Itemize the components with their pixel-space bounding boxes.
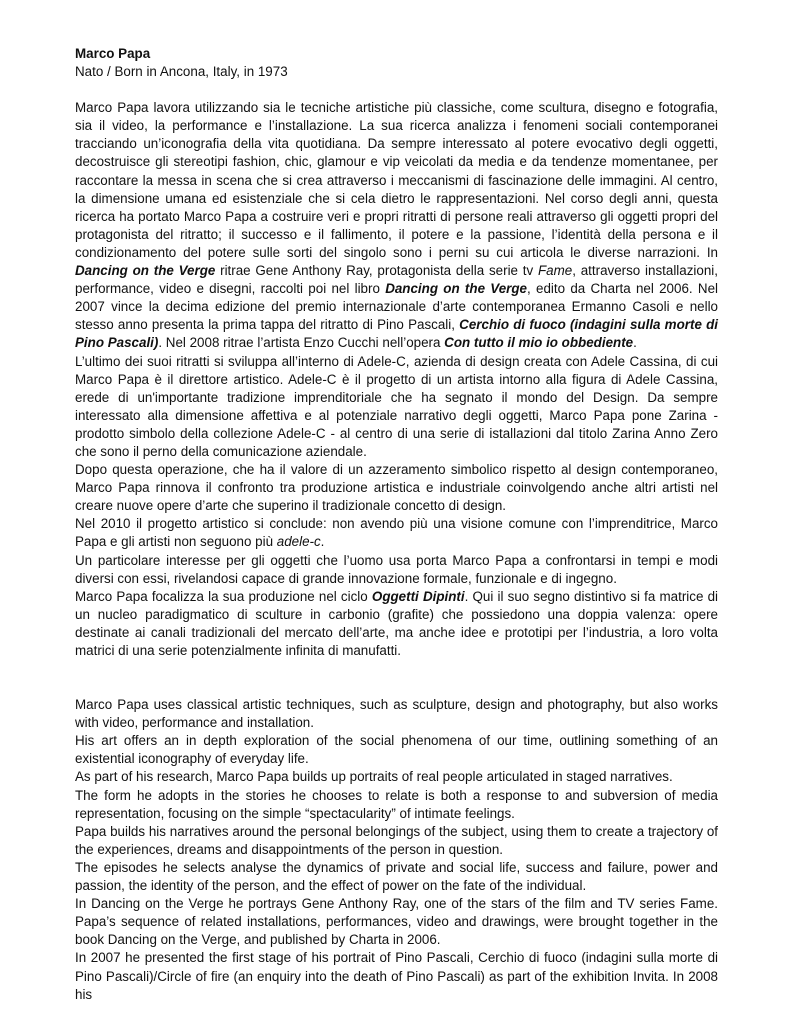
text-run: , edito da Charta nel 2006. Nel 2007 vince la decima edizione del premio internazionale d’arte contemporanea Ermanno Casoli e nello stesso anno presenta la prima tappa del ritratto di Pino Pascali, (75, 281, 718, 333)
emphasis-title: Cerchio di fuoco (indagini sulla morte di Pino Pascali) (75, 317, 718, 351)
en-paragraph-7: In Dancing on the Verge he portrays Gene Anthony Ray, one of the stars of the film and TV series Fame. Papa’s sequence of related installations, performances, video and drawings, were brought together in the book Dancing on the Verge, and published by Charta in 2006. (75, 896, 718, 948)
it-paragraph-5: Un particolare interesse per gli oggetti che l’uomo usa porta Marco Papa a confrontarsi in tempi e modi diversi con essi, rivelandosi capace di grande innovazione formale, funzionale e di ingegno. (75, 552, 718, 586)
italic-text: Fame (537, 263, 573, 279)
emphasis-title: Dancing on the Verge (75, 263, 216, 279)
text-run: , attraverso installazioni, performance, video e disegni, raccolti poi nel libro (75, 263, 718, 297)
text-run: . Nel 2008 ritrae l’artista Enzo Cucchi nell’opera (158, 335, 445, 351)
document-page (75, 45, 718, 1004)
text-run: . Qui il suo segno distintivo si fa matrice di un nucleo paradigmatico di sculture in carbonio (grafite) che possiedono una doppia valenza: opere destinate ai canali tradizionali del mercato dell’arte, ma anche idee e prototipi per l’industria, a loro volta matrici di una serie potenzialmente infinita di manufatti. (75, 588, 718, 658)
text-run: Marco Papa lavora utilizzando sia le tecniche artistiche più classiche, come scultura, disegno e fotografia, sia il video, la performance e l’installazione. La sua ricerca analizza i fenomeni sociali contemporanei tracciando un’iconografia della vita quotidiana. Da sempre interessato al potere evocativo degli oggetti, decostruisce gli stereotipi fashion, chic, glamour e vip veicolati da media e da tendenze momentanee, per raccontare la messa in scena che si crea attraverso i meccanismi di fascinazione delle immagini. Al centro, la dimensione umana ed esistenziale che si cela dietro le rappresentazioni. Nel corso degli anni, questa ricerca ha portato Marco Papa a costruire veri e propri ritratti di persone reali attraverso gli oggetti propri del protagonista del ritratto; il successo e il fallimento, il potere e la passione, l’identità della persona e il condizionamento del potere sulle sorti del singolo sono i perni su cui articola le diverse narrazioni. In (75, 100, 718, 260)
en-paragraph-5: Papa builds his narratives around the personal belongings of the subject, using them to create a trajectory of the experiences, dreams and disappointments of the person in question. (75, 823, 718, 857)
en-paragraph-1: Marco Papa uses classical artistic techniques, such as sculpture, design and photography, but also works with video, performance and installation. (75, 697, 718, 731)
text-run: Nel 2010 il progetto artistico si conclude: non avendo più una visione comune con l’imprenditrice, Marco Papa e gli artisti non seguono più (75, 516, 718, 550)
text-run: . (633, 335, 637, 351)
en-paragraph-3: As part of his research, Marco Papa builds up portraits of real people articulated in staged narratives. (75, 769, 673, 785)
en-paragraph-4: The form he adopts in the stories he chooses to relate is both a response to and subversion of media representation, focusing on the simple “spectacularity” of intimate feelings. (75, 787, 718, 821)
text-run: Marco Papa focalizza la sua produzione nel ciclo (75, 588, 372, 604)
en-paragraph-6: The episodes he selects analyse the dynamics of private and social life, success and failure, power and passion, the identity of the person, and the effect of power on the fate of the individual. (75, 859, 718, 894)
spacer (75, 660, 718, 696)
italic-text: adele-c (276, 534, 321, 550)
emphasis-title: Con tutto il mio io obbediente (444, 335, 634, 351)
it-paragraph-4 (75, 515, 718, 551)
artist-name: Marco Papa (75, 46, 151, 61)
it-paragraph-2: L’ultimo dei suoi ritratti si sviluppa all’interno di Adele-C, azienda di design creata con Adele Cassina, di cui Marco Papa è il direttore artistico. Adele-C è il progetto di un artista intorno alla figura di Adele Cassina, erede di un'importante tradizione imprenditoriale che ha segnato il mondo del Design. Da sempre interessato alla dimensione affettiva e al potenziale narrativo degli oggetti, Marco Papa pone Zarina - prodotto simbolo della collezione Adele-C - al centro di una serie di istallazioni dal titolo Zarina Anno Zero che sono il perno della comunicazione aziendale. (75, 353, 718, 459)
en-paragraph-8: In 2007 he presented the first stage of his portrait of Pino Pascali, Cerchio di fuoco (indagini sulla morte di Pino Pascali)/Circle of fire (an enquiry into the death of Pino Pascali) as part of the exhibition Invita. In 2008 his (75, 950, 718, 1002)
it-paragraph-3: Dopo questa operazione, che ha il valore di un azzeramento simbolico rispetto al design contemporaneo, Marco Papa rinnova il confronto tra produzione artistica e industriale coinvolgendo anche altri artisti nel creare nuove opere d’arte che superino il tradizionale concetto di design. (75, 462, 718, 514)
it-paragraph-6 (75, 588, 718, 660)
text-run: ritrae Gene Anthony Ray, protagonista della serie tv (215, 263, 538, 279)
it-paragraph-1 (75, 99, 718, 352)
birth-line: Nato / Born in Ancona, Italy, in 1973 (75, 64, 288, 80)
spacer (75, 81, 718, 99)
emphasis-title: Dancing on the Verge (385, 281, 528, 297)
text-run: . (320, 534, 325, 550)
emphasis-title: Oggetti Dipinti (371, 588, 465, 604)
en-paragraph-2: His art offers an in depth exploration of the social phenomena of our time, outlining something of an existential iconography of everyday life. (75, 733, 718, 767)
